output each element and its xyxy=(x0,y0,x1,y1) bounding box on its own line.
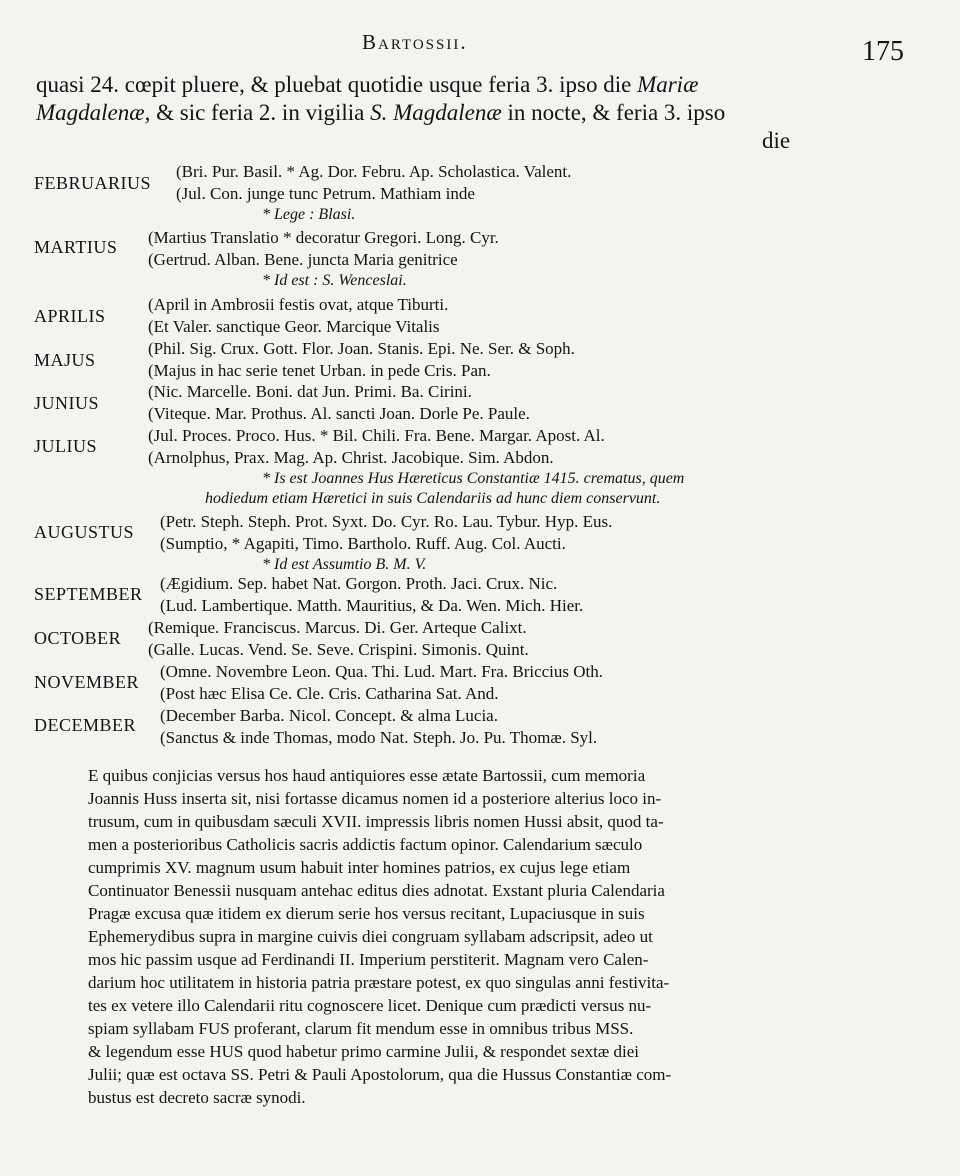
verse-line: (Ægidium. Sep. habet Nat. Gorgon. Proth. Jaci. Crux. Nic. xyxy=(160,574,558,593)
paragraph-line: Ephemerydibus supra in margine cuivis diei congruam syllabam adscripsit, adeo ut xyxy=(88,927,653,946)
month-july: JULIUS xyxy=(34,436,98,456)
verse-line: (Post hæc Elisa Ce. Cle. Cris. Catharina Sat. And. xyxy=(160,684,499,703)
paragraph-line: trusum, cum in quibusdam sæculi XVII. impressis libris nomen Hussi absit, quod ta- xyxy=(88,812,664,831)
verse-line: (Galle. Lucas. Vend. Se. Seve. Crispini. Simonis. Quint. xyxy=(148,640,529,659)
footnote: * Is est Joannes Hus Hæreticus Constantiæ 1415. crematus, quem xyxy=(262,470,685,487)
verse-line: (Phil. Sig. Crux. Gott. Flor. Joan. Stanis. Epi. Ne. Ser. & Soph. xyxy=(148,339,575,358)
verse-line: (Et Valer. sanctique Geor. Marcique Vitalis xyxy=(148,317,440,336)
verse-line: (Bri. Pur. Basil. * Ag. Dor. Febru. Ap. Scholastica. Valent. xyxy=(176,162,572,181)
verse-line: (Remique. Franciscus. Marcus. Di. Ger. Arteque Calixt. xyxy=(148,618,527,637)
intro-line-1 xyxy=(36,72,698,98)
verse-line: (Sumptio, * Agapiti, Timo. Bartholo. Ruff. Aug. Col. Aucti. xyxy=(160,534,566,553)
paragraph-line: Continuator Benessii nusquam antehac editus dies adnotat. Exstant pluria Calendaria xyxy=(88,881,665,900)
verse-line: (Majus in hac serie tenet Urban. in pede Cris. Pan. xyxy=(148,361,491,380)
paragraph-line: spiam syllabam FUS proferant, clarum fit mendum esse in omnibus tribus MSS. xyxy=(88,1019,634,1038)
intro-line-3: die xyxy=(762,128,791,153)
verse-line: (Omne. Novembre Leon. Qua. Thi. Lud. Mart. Fra. Briccius Oth. xyxy=(160,662,604,681)
verse-line: (Gertrud. Alban. Bene. juncta Maria genitrice xyxy=(148,250,458,269)
footnote: hodiedum etiam Hæretici in suis Calendariis ad hunc diem conservunt. xyxy=(205,490,661,507)
verse-line: (Sanctus & inde Thomas, modo Nat. Steph. Jo. Pu. Thomæ. Syl. xyxy=(160,728,598,747)
month-april: APRILIS xyxy=(34,306,106,326)
intro-italic: Mariæ xyxy=(637,72,699,97)
month-october: OCTOBER xyxy=(34,628,122,648)
footnote: * Id est : S. Wenceslai. xyxy=(262,272,407,289)
paragraph-line: Julii; quæ est octava SS. Petri & Pauli Apostolorum, qua die Hussus Constantiæ com- xyxy=(88,1065,672,1084)
verse-line: (Martius Translatio * decoratur Gregori. Long. Cyr. xyxy=(148,228,499,247)
verse-line: (Jul. Con. junge tunc Petrum. Mathiam inde xyxy=(176,184,475,203)
page-number: 175 xyxy=(862,36,904,67)
paragraph-line: mos hic passim usque ad Ferdinandi II. Imperium perstiterit. Magnam vero Calen- xyxy=(88,950,649,969)
intro-italic: S. Magdalenæ xyxy=(370,100,502,125)
paragraph-line: E quibus conjicias versus hos haud antiquiores esse ætate Bartossii, cum memoria xyxy=(88,766,646,785)
month-september: SEPTEMBER xyxy=(34,584,143,604)
paragraph-line: Pragæ excusa quæ itidem ex dierum serie hos versus recitant, Lupaciusque in suis xyxy=(88,904,645,923)
month-february: FEBRUARIUS xyxy=(34,173,152,193)
paragraph-line: darium hoc utilitatem in historia patria præstare potest, ex quo singulas anni festivita- xyxy=(88,973,670,992)
intro-text: , & sic feria 2. in vigilia xyxy=(144,100,371,125)
month-august: AUGUSTUS xyxy=(34,522,135,542)
verse-line: (April in Ambrosii festis ovat, atque Tiburti. xyxy=(148,295,449,314)
paragraph-line: tes ex vetere illo Calendarii ritu cognoscere licet. Denique cum prædicti versus nu- xyxy=(88,996,652,1015)
intro-text: in nocte, & feria 3. ipso xyxy=(501,100,726,125)
paragraph-line: & legendum esse HUS quod habetur primo carmine Julii, & respondet sextæ diei xyxy=(88,1042,639,1061)
paragraph-line: men a posterioribus Catholicis sacris addictis factum opinor. Calendarium sæculo xyxy=(88,835,643,854)
verse-line: (Arnolphus, Prax. Mag. Ap. Christ. Jacobique. Sim. Abdon. xyxy=(148,448,554,467)
running-title: Bartossii. xyxy=(362,30,468,54)
verse-line: (Nic. Marcelle. Boni. dat Jun. Primi. Ba. Cirini. xyxy=(148,382,472,401)
paragraph-line: bustus est decreto sacræ synodi. xyxy=(88,1088,306,1107)
verse-line: (Viteque. Mar. Prothus. Al. sancti Joan. Dorle Pe. Paule. xyxy=(148,404,530,423)
intro-text: quasi 24. cœpit pluere, & pluebat quotidie usque feria 3. ipso die xyxy=(36,72,638,97)
intro-italic: Magdalenæ xyxy=(36,100,145,125)
footnote: * Lege : Blasi. xyxy=(262,206,356,223)
footnote: * Id est Assumtio B. M. V. xyxy=(262,556,427,573)
paragraph-line: Joannis Huss inserta sit, nisi fortasse dicamus nomen id a posteriore alterius loco in- xyxy=(88,789,662,808)
verse-line: (December Barba. Nicol. Concept. & alma Lucia. xyxy=(160,706,498,725)
month-november: NOVEMBER xyxy=(34,672,140,692)
verse-line: (Jul. Proces. Proco. Hus. * Bil. Chili. Fra. Bene. Margar. Apost. Al. xyxy=(148,426,605,445)
paragraph-line: cumprimis XV. magnum usum habuit inter homines patrios, ex cujus lege etiam xyxy=(88,858,631,877)
verse-line: (Lud. Lambertique. Matth. Mauritius, & Da. Wen. Mich. Hier. xyxy=(160,596,584,615)
intro-line-2 xyxy=(36,100,725,126)
month-june: JUNIUS xyxy=(34,393,100,413)
month-may: MAJUS xyxy=(34,350,96,370)
month-march: MARTIUS xyxy=(34,237,118,257)
verse-line: (Petr. Steph. Steph. Prot. Syxt. Do. Cyr. Ro. Lau. Tybur. Hyp. Eus. xyxy=(160,512,613,531)
month-december: DECEMBER xyxy=(34,715,137,735)
